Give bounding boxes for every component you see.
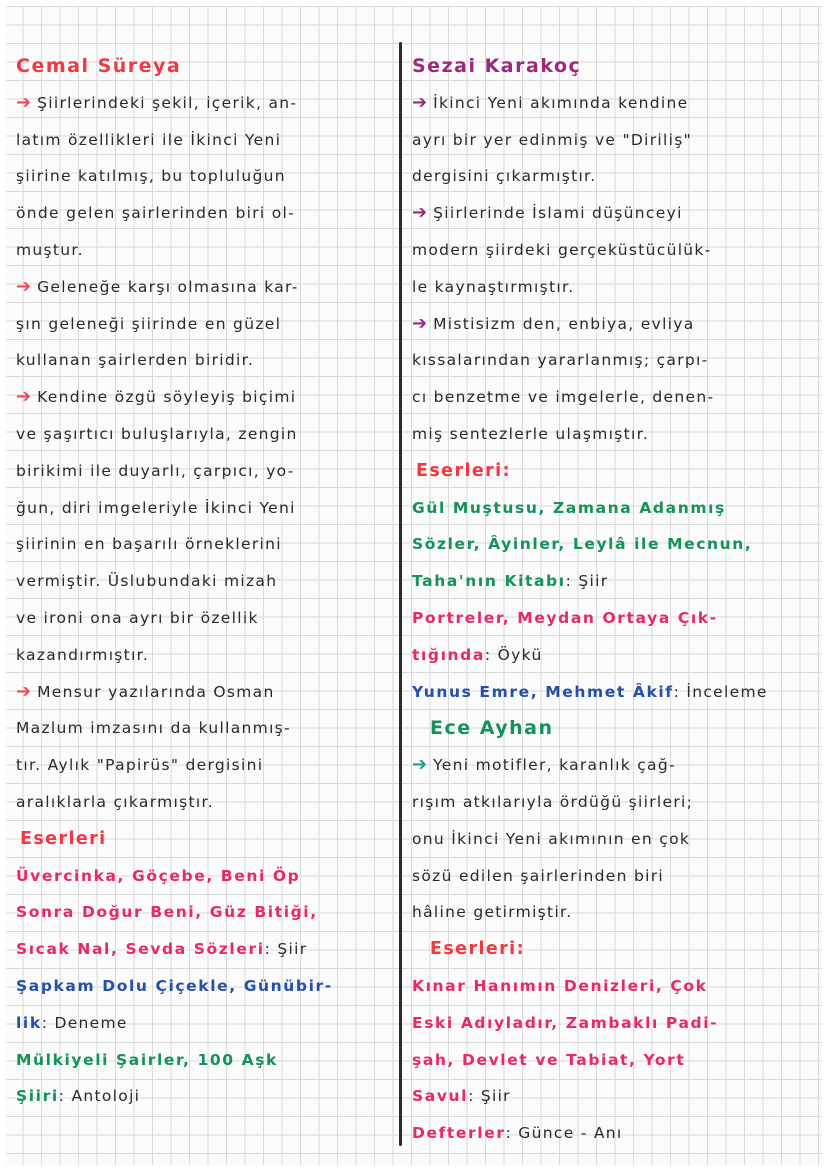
- text-line: sözü edilen şairlerinden biri: [412, 866, 664, 885]
- text-line: rışım atkılarıyla ördüğü şiirleri;: [412, 792, 694, 811]
- text-line: Yeni motifler, karanlık çağ-: [433, 756, 676, 775]
- paragraph: [412, 306, 817, 453]
- poet-heading-sezai-karakoc: Sezai Karakoç: [412, 55, 582, 77]
- works-list: [16, 858, 394, 1116]
- paragraph: [16, 85, 394, 269]
- text-line: Şiirlerinde İslami düşünceyi: [433, 204, 683, 223]
- arrow-icon: ➔: [412, 202, 428, 224]
- text-line: ayrı bir yer edinmiş ve "Diriliş": [412, 130, 693, 149]
- text-line: ve şaşırtıcı buluşlarıyla, zengin: [16, 424, 298, 443]
- works-line: Sözler, Âyinler, Leylâ ile Mecnun,: [412, 535, 753, 554]
- right-column: [412, 48, 817, 1152]
- text-line: Mensur yazılarında Osman: [37, 682, 275, 701]
- text-line: le kaynaştırmıştır.: [412, 277, 575, 296]
- works-line: şah, Devlet ve Tabiat, Yort: [412, 1050, 686, 1069]
- arrow-icon: ➔: [16, 91, 32, 113]
- works-line: Portreler, Meydan Ortaya Çık-: [412, 608, 718, 627]
- genre-label: : Şiir: [565, 572, 609, 591]
- text-line: İkinci Yeni akımında kendine: [433, 93, 689, 112]
- column-divider: [399, 42, 402, 1146]
- works-line: Mülkiyeli Şairler, 100 Aşk: [16, 1050, 278, 1069]
- text-line: kullanan şairlerden biridir.: [16, 351, 255, 370]
- text-line: önde gelen şairlerinden biri ol-: [16, 204, 296, 223]
- text-line: Kendine özgü söyleyiş biçimi: [37, 388, 297, 407]
- text-line: ğun, diri imgeleriyle İkinci Yeni: [16, 498, 296, 517]
- works-heading: Eserleri:: [416, 460, 511, 481]
- text-line: ve ironi ona ayrı bir özellik: [16, 608, 259, 627]
- works-list: [412, 968, 817, 1152]
- works-list: [412, 490, 817, 711]
- works-line: Şapkam Dolu Çiçekle, Günübir-: [16, 976, 333, 995]
- genre-label: : Öykü: [484, 645, 543, 664]
- text-line: Mistisizm den, enbiya, evliya: [433, 314, 695, 333]
- poet-heading-ece-ayhan: Ece Ayhan: [430, 717, 554, 740]
- genre-label: : Deneme: [41, 1013, 128, 1032]
- works-line: lik: [16, 1013, 42, 1032]
- works-line: Defterler: [412, 1124, 506, 1143]
- text-line: birikimi ile duyarlı, çarpıcı, yo-: [16, 461, 295, 480]
- text-line: şiirine katılmış, bu topluluğun: [16, 167, 286, 186]
- text-line: miş sentezlerle ulaşmıştır.: [412, 424, 650, 443]
- genre-label: : Şiir: [264, 940, 308, 959]
- paragraph: [412, 747, 817, 931]
- works-heading: Eserleri:: [430, 939, 525, 960]
- text-line: muştur.: [16, 240, 84, 259]
- text-line: tır. Aylık "Papirüs" dergisini: [16, 756, 264, 775]
- text-line: cı benzetme ve imgelerle, denen-: [412, 388, 715, 407]
- works-line: Gül Muştusu, Zamana Adanmış: [412, 498, 726, 517]
- text-line: aralıklarla çıkarmıştır.: [16, 792, 214, 811]
- arrow-icon: ➔: [16, 275, 32, 297]
- text-line: vermiştir. Üslubundaki mizah: [16, 572, 278, 591]
- paragraph: [16, 379, 394, 673]
- text-line: Geleneğe karşı olmasına kar-: [37, 277, 299, 296]
- text-line: onu İkinci Yeni akımının en çok: [412, 829, 691, 848]
- text-line: Şiirlerindeki şekil, içerik, an-: [37, 93, 298, 112]
- poet-heading-cemal-sureya: Cemal Süreya: [16, 55, 182, 77]
- text-line: Mazlum imzasını da kullanmış-: [16, 719, 291, 738]
- paragraph: [412, 195, 817, 305]
- genre-label: : Şiir: [468, 1087, 511, 1106]
- works-line: tığında: [412, 645, 485, 664]
- text-line: kıssalarından yararlanmış; çarpı-: [412, 351, 709, 370]
- works-line: Şiiri: [16, 1087, 59, 1106]
- works-line: Sonra Doğur Beni, Güz Bitiği,: [16, 903, 318, 922]
- paragraph: [412, 85, 817, 195]
- works-heading: Eserleri: [20, 828, 107, 849]
- arrow-icon: ➔: [16, 386, 32, 408]
- text-line: dergisini çıkarmıştır.: [412, 167, 597, 186]
- works-line: Savul: [412, 1087, 469, 1106]
- paragraph: [16, 269, 394, 379]
- arrow-icon: ➔: [412, 754, 428, 776]
- paragraph: [16, 674, 394, 821]
- arrow-icon: ➔: [412, 312, 428, 334]
- works-line: Eski Adıyladır, Zambaklı Padi-: [412, 1013, 719, 1032]
- genre-label: : Antoloji: [58, 1087, 141, 1106]
- left-column: [16, 48, 394, 1115]
- arrow-icon: ➔: [412, 91, 428, 113]
- works-line: Sıcak Nal, Sevda Sözleri: [16, 940, 265, 959]
- genre-label: : Günce - Anı: [505, 1124, 623, 1143]
- text-line: hâline getirmiştir.: [412, 903, 573, 922]
- text-line: modern şiirdeki gerçeküstücülük-: [412, 240, 712, 259]
- text-line: latım özellikleri ile İkinci Yeni: [16, 130, 282, 149]
- text-line: şın geleneği şiirinde en güzel: [16, 314, 282, 333]
- works-line: Üvercinka, Göçebe, Beni Öp: [16, 866, 301, 885]
- works-line: Kınar Hanımın Denizleri, Çok: [412, 976, 708, 995]
- works-line: Taha'nın Kitabı: [412, 572, 566, 591]
- arrow-icon: ➔: [16, 680, 32, 702]
- works-line: Yunus Emre, Mehmet Âkif: [412, 682, 674, 701]
- text-line: şiirinin en başarılı örneklerini: [16, 535, 282, 554]
- genre-label: : İnceleme: [673, 682, 768, 701]
- text-line: kazandırmıştır.: [16, 645, 150, 664]
